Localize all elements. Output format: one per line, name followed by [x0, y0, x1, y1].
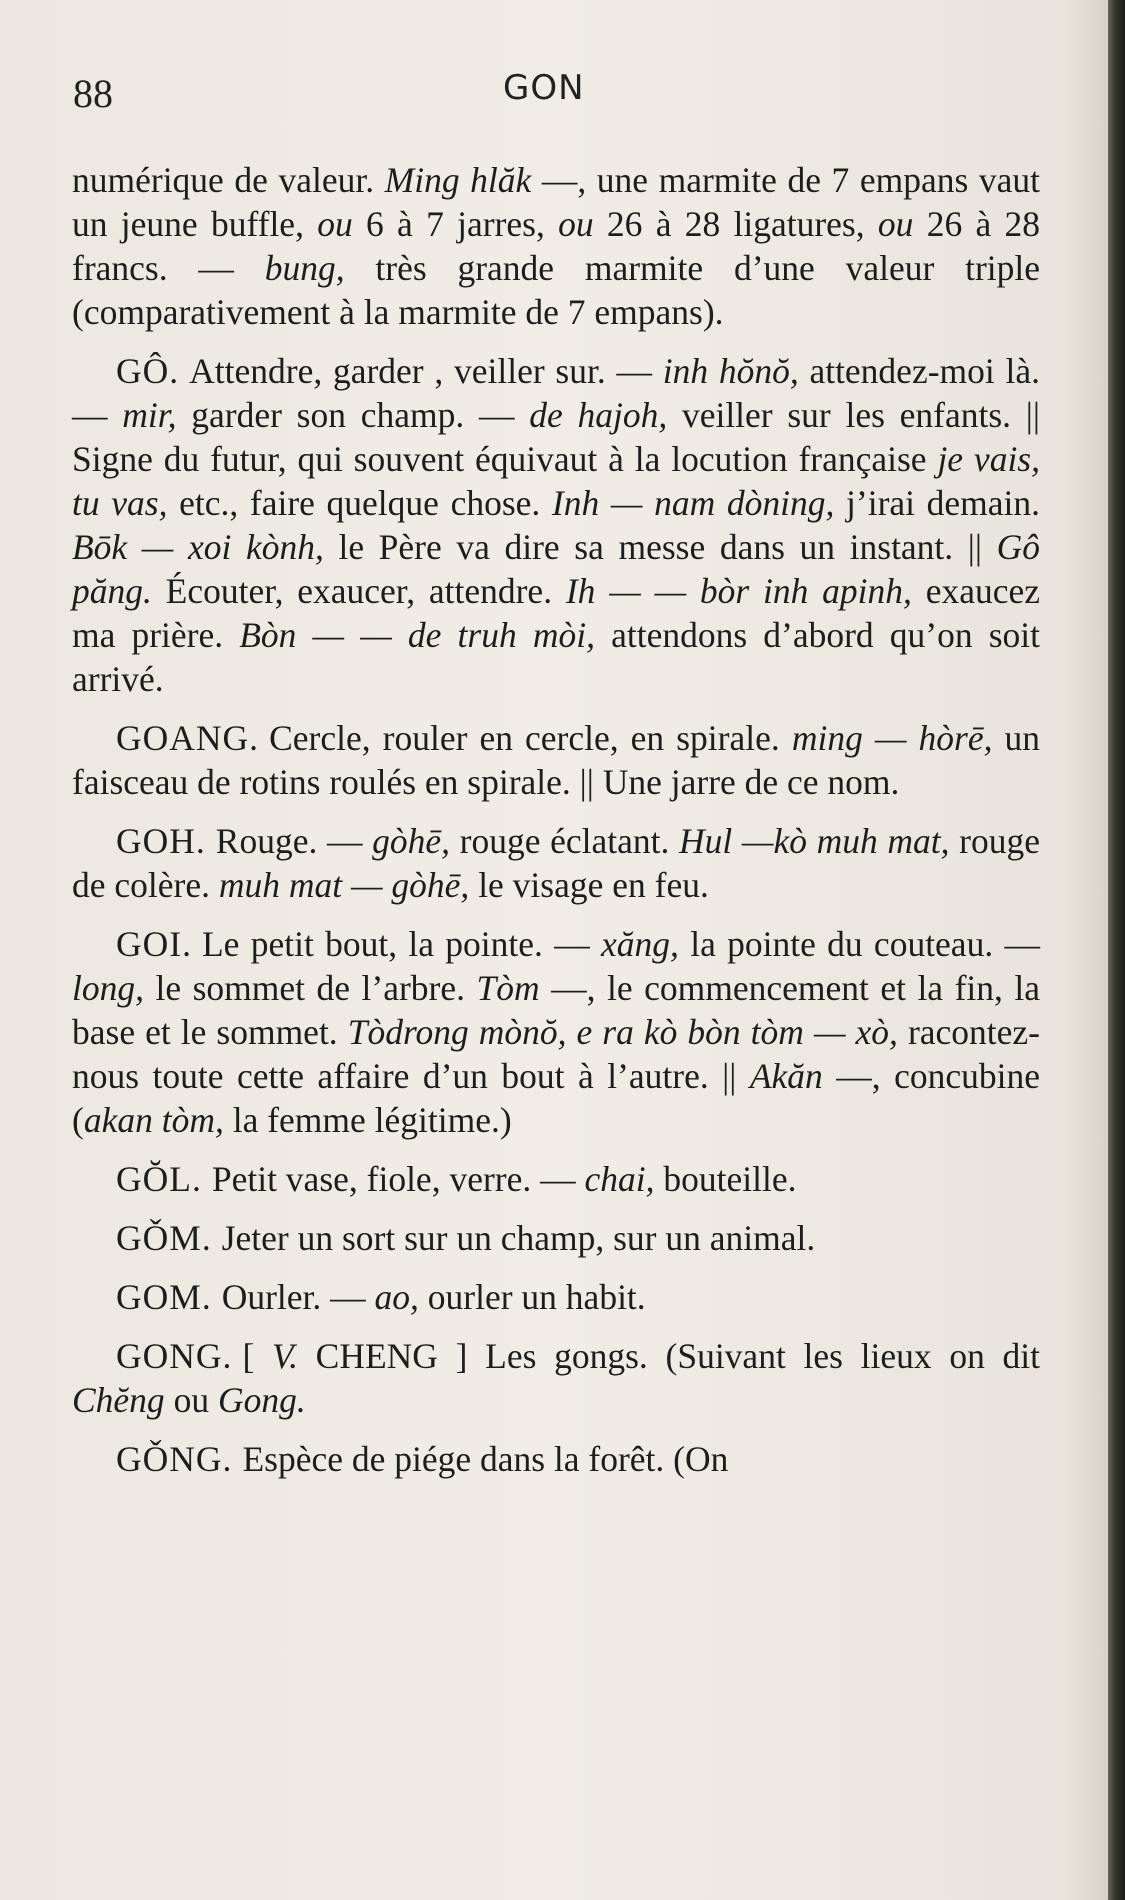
italic-term: Bòn — — de truh mòi, [239, 615, 595, 655]
running-head: GON [503, 68, 585, 108]
definition-text: Jeter un sort sur un champ, sur un animal. [221, 1218, 816, 1258]
italic-term: Tòm [476, 968, 540, 1008]
entry-headword: GÔ. [116, 351, 180, 391]
dictionary-entry [72, 819, 1040, 907]
definition-text: la femme légitime.) [223, 1100, 512, 1140]
italic-term: Akăn [749, 1056, 823, 1096]
definition-text: très grande marmite d’une valeur triple (comparativement à la marmite de 7 empans). [72, 248, 1040, 332]
italic-term: Gong. [217, 1380, 306, 1420]
definition-text: CHENG ] Les gongs. (Suivant les lieux on dit [297, 1336, 1041, 1376]
dictionary-entry [72, 1275, 1040, 1319]
dictionary-entry [72, 1334, 1040, 1422]
definition-text: racontez-nous toute cette affaire d’un bout à l’autre. || [72, 1012, 1040, 1096]
definition-text: Espèce de piége dans la forêt. (On [242, 1439, 729, 1479]
italic-term: Inh — nam dòning, [551, 483, 835, 523]
entry-headword: GOANG. [116, 718, 260, 758]
italic-term: chai, [584, 1159, 655, 1199]
italic-term: ou [877, 204, 914, 244]
entry-headword: GONG. [116, 1336, 233, 1376]
italic-term: Ih — — bòr inh apinh, [565, 571, 912, 611]
entry-headword: GOM. [116, 1277, 212, 1317]
definition-text: Attendre, garder , veiller sur. — [189, 351, 663, 391]
italic-term: ou [558, 204, 594, 244]
definition-text: garder son champ. — [176, 395, 530, 435]
definition-text: Le petit bout, la pointe. — [201, 924, 602, 964]
definition-text: 26 à 28 ligatures, [593, 204, 878, 244]
dictionary-entry [72, 1157, 1040, 1201]
definition-text: Cercle, rouler en cercle, en spirale. [269, 718, 792, 758]
definition-text: etc., faire quelque chose. [167, 483, 552, 523]
definition-text: —, une marmite de 7 empans vaut un jeune buffle, [72, 160, 1040, 244]
italic-term: Chĕng [72, 1380, 165, 1420]
italic-term: Hul —kò muh mat, [679, 821, 950, 861]
definition-text: ourler un habit. [418, 1277, 646, 1317]
italic-term: xăng, [601, 924, 679, 964]
italic-term: Ming hlăk [384, 160, 532, 200]
entry-headword: GǑM. [116, 1218, 212, 1258]
italic-term: bung, [264, 248, 345, 288]
entry-headword: GǑNG. [116, 1439, 233, 1479]
page-edge-shadow [1108, 0, 1125, 1900]
dictionary-entry [72, 1216, 1040, 1260]
italic-term: ou [317, 204, 353, 244]
italic-term: muh mat — gòhē, [218, 865, 470, 905]
italic-term: inh hŏnŏ, [662, 351, 799, 391]
definition-text: —, le commencement et la fin, la base et le sommet. [72, 968, 1040, 1052]
italic-term: gòhē, [372, 821, 451, 861]
definition-text: 6 à 7 jarres, [352, 204, 559, 244]
entry-continuation [72, 158, 1040, 334]
definition-text: le visage en feu. [469, 865, 709, 905]
definition-text: exaucez ma prière. [72, 571, 1040, 655]
definition-text: [ [242, 1336, 272, 1376]
definition-text: un faisceau de rotins roulés en spirale. || Une jarre de ce nom. [72, 718, 1041, 802]
italic-term: ming — hòrē, [791, 718, 993, 758]
entry-headword: GŎL. [116, 1159, 202, 1199]
entry-headword: GOH. [116, 821, 206, 861]
definition-text: numérique de valeur. [72, 160, 385, 200]
italic-term: V. [271, 1336, 298, 1376]
entry-headword: GOI. [116, 924, 192, 964]
italic-term: mir, [122, 395, 177, 435]
definition-text: Petit vase, fiole, verre. — [211, 1159, 585, 1199]
definition-text: j’irai demain. [834, 483, 1041, 523]
italic-term: ao, [374, 1277, 419, 1317]
italic-term: Tòdrong mònŏ, e ra kò bòn tòm — xò, [347, 1012, 898, 1052]
italic-term: akan tòm, [83, 1100, 224, 1140]
italic-term: de hajoh, [529, 395, 668, 435]
italic-term: je vais, tu vas, [72, 439, 1040, 523]
dictionary-entry [72, 1437, 1040, 1481]
dictionary-entry [72, 922, 1040, 1142]
italic-term: long, [72, 968, 144, 1008]
definition-text: rouge de colère. [72, 821, 1040, 905]
definition-text: Écouter, exaucer, attendre. [151, 571, 566, 611]
page-number: 88 [73, 71, 113, 116]
definition-text: la pointe du couteau. — [678, 924, 1040, 964]
definition-text: rouge éclatant. [450, 821, 680, 861]
definition-text: ou [164, 1380, 218, 1420]
definition-text: veiller sur les enfants. || Signe du futur, qui souvent équivaut à la locution française [72, 395, 1041, 479]
definition-text: attendons d’abord qu’on soit arrivé. [72, 615, 1041, 699]
definition-text: 26 à 28 francs. — [72, 204, 1041, 288]
dictionary-body [72, 158, 1040, 1496]
italic-term: Gô păng. [72, 527, 1040, 611]
definition-text: le sommet de l’arbre. [144, 968, 477, 1008]
definition-text: Ourler. — [221, 1277, 375, 1317]
definition-text: Rouge. — [215, 821, 373, 861]
definition-text: le Père va dire sa messe dans un instant. || [323, 527, 997, 567]
definition-text: bouteille. [654, 1159, 797, 1199]
dictionary-entry [72, 349, 1040, 701]
definition-text: —, concubine ( [72, 1056, 1040, 1140]
definition-text: attendez-moi là. — [72, 351, 1040, 435]
dictionary-entry [72, 716, 1040, 804]
italic-term: Bōk — xoi kònh, [72, 527, 324, 567]
